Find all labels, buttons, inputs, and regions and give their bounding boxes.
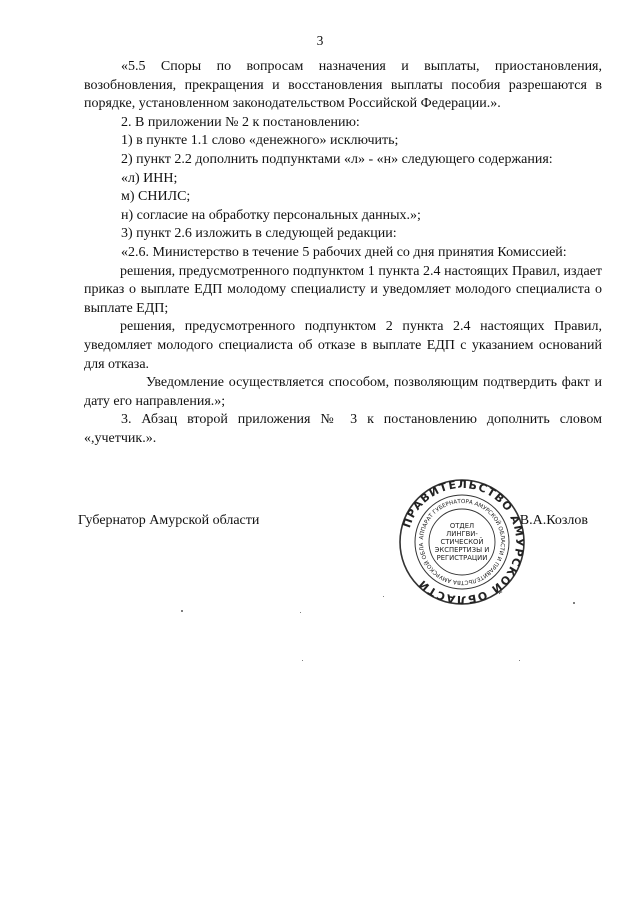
- signer-title: Губернатор Амурской области: [78, 513, 260, 528]
- official-stamp: [398, 478, 526, 606]
- document-body: [84, 58, 602, 448]
- paragraph-subitem-l: «л) ИНН;: [121, 170, 178, 186]
- paragraph-decision-2: решения, предусмотренного подпунктом 2 пункта 2.4 настоящих Правил, уведомляет молодого специалиста об отказе в выплате ЕДП с указанием оснований для отказа.: [84, 319, 602, 372]
- paragraph-item-2: 2) пункт 2.2 дополнить подпунктами «л» - «н» следующего содержания:: [121, 151, 553, 167]
- paragraph-notification: Уведомление осуществляется способом, позволяющим подтвердить факт и дату его направления.»;: [84, 375, 602, 409]
- stamp-center-line: СТИЧЕСКОЙ: [440, 538, 484, 546]
- scan-speck: [181, 610, 183, 612]
- scan-speck: [300, 612, 301, 613]
- stamp-center-line: РЕГИСТРАЦИИ: [436, 554, 488, 562]
- stamp-inner-text: АППАРАТ ГУБЕРНАТОРА АМУРСКОЙ ОБЛАСТИ И ПРАВИТЕЛЬСТВА АМУРСКОЙ ОБЛА: [418, 498, 506, 586]
- paragraph-subitem-m: м) СНИЛС;: [121, 189, 191, 205]
- paragraph-decision-1: решения, предусмотренного подпунктом 1 пункта 2.4 настоящих Правил, издает приказ о выплате ЕДП молодому специалисту и уведомляет молодого специалиста о выплате ЕДП;: [84, 263, 602, 316]
- paragraph-item-1: 1) в пункте 1.1 слово «денежного» исключить;: [121, 133, 399, 149]
- scan-speck: [519, 660, 520, 661]
- scan-speck: [573, 602, 575, 604]
- paragraph-appendix-3: 3. Абзац второй приложения № 3 к постановлению дополнить словом «,учетчик.».: [84, 412, 602, 446]
- page-number: 3: [316, 33, 324, 48]
- paragraph-5-5: «5.5 Споры по вопросам назначения и выплаты, приостановления, возобновления, прекращения и восстановления выплаты пособия разрешаются в порядке, установленном законодательством Российской Федерации.».: [84, 59, 602, 112]
- paragraph-subitem-n: н) согласие на обработку персональных данных.»;: [121, 207, 421, 223]
- signer-name: В.А.Козлов: [519, 513, 588, 528]
- paragraph-appendix-2: 2. В приложении № 2 к постановлению:: [121, 114, 360, 130]
- paragraph-item-3: 3) пункт 2.6 изложить в следующей редакции:: [121, 226, 397, 242]
- scan-speck: [383, 596, 384, 597]
- stamp-outer-text: ПРАВИТЕЛЬСТВО АМУРСКОЙ ОБЛАСТИ: [400, 478, 526, 606]
- scan-speck: [302, 660, 303, 661]
- stamp-center-line: ЛИНГВИ-: [446, 530, 478, 538]
- stamp-center-line: ОТДЕЛ: [449, 522, 475, 530]
- paragraph-2-6: «2.6. Министерство в течение 5 рабочих дней со дня принятия Комиссией:: [121, 244, 567, 260]
- stamp-center: [431, 511, 493, 573]
- stamp-center-line: ЭКСПЕРТИЗЫ И: [434, 546, 490, 554]
